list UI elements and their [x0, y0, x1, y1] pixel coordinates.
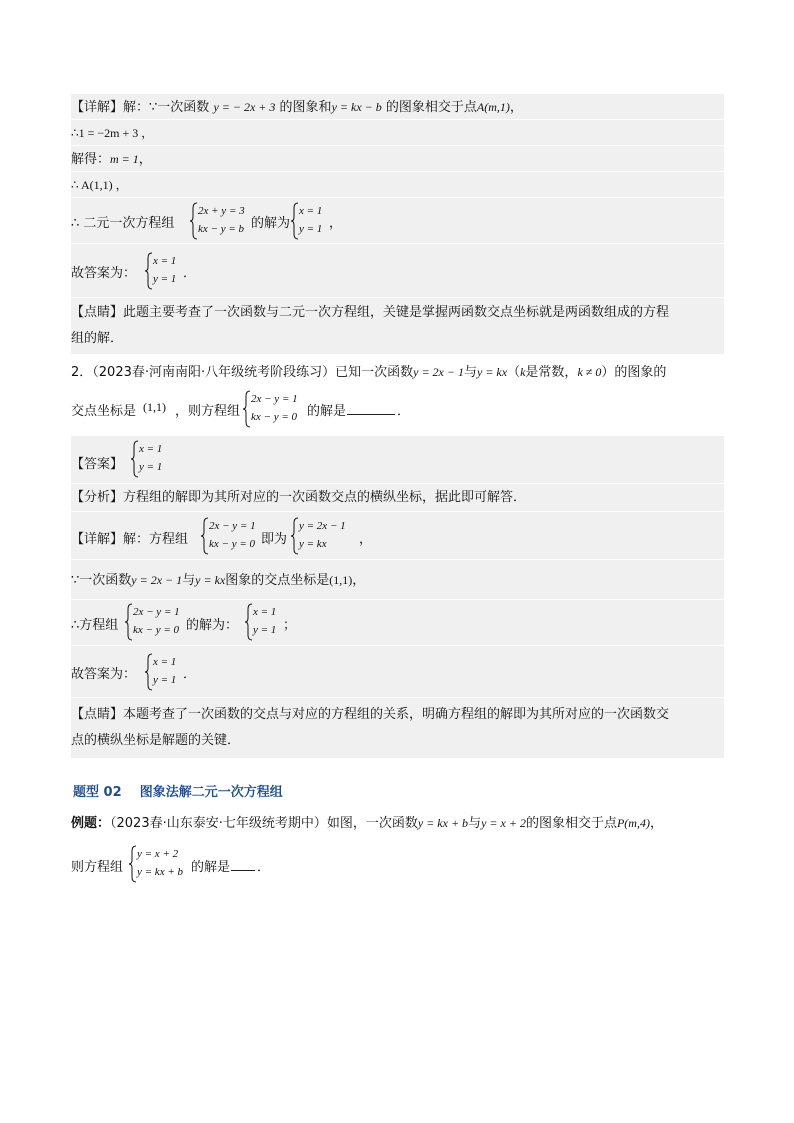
solution-system: x = 1 y = 1 — [291, 202, 322, 238]
solution-block-2 — [71, 436, 724, 758]
section-heading — [73, 782, 723, 804]
comment-paragraph: 【点睛】本题考查了一次函数的交点与对应的方程组的关系，明确方程组的解即为其所对应的一次函数交 点的横纵坐标是解题的关键． — [71, 707, 670, 748]
equation-system: y = x + 2 y = kx + b — [129, 845, 183, 881]
solution-line-4: ∴ A(1,1) ， — [71, 172, 724, 198]
answer-line — [71, 436, 724, 484]
section-title: 图象法解二元一次方程组 — [139, 785, 283, 800]
equation-system: y = 2x − 1 y = kx — [291, 517, 346, 553]
solution-line-2: ∴1 = −2m + 3 ， — [71, 120, 724, 146]
answer-system: x = 1 y = 1 — [131, 440, 162, 476]
solution-line-6: 故答案为： x = 1 y = 1 ． — [71, 244, 724, 298]
detail-line-4: 故答案为： x = 1 y = 1 ． — [71, 646, 724, 698]
question-2-line-2: 交点坐标是 (1,1) ，则方程组 2x − y = 1 kx − y = 0 的解是 ． — [71, 386, 724, 430]
solution-line-5: ∴ 二元一次方程组 2x + y = 3 kx − y = b 的解为 x = 1 y = 1 ， — [71, 198, 724, 244]
analysis-line: 【分析】方程组的解即为其所对应的一次函数交点的横纵坐标，据此即可解答． — [71, 484, 724, 512]
comment-paragraph: 【点睛】此题主要考查了一次函数与二元一次方程组，关键是掌握两函数交点坐标就是两函数组成的方程 组的解． — [71, 305, 670, 346]
equation-system: 2x − y = 1 kx − y = 0 — [201, 517, 256, 553]
solution-system: x = 1 y = 1 — [245, 603, 276, 639]
equation-system: 2x − y = 1 kx − y = 0 — [243, 390, 298, 426]
solution-block-1 — [71, 94, 724, 354]
equation-system: 2x − y = 1 kx − y = 0 — [125, 603, 180, 639]
section-number: 题型 02 — [73, 785, 122, 800]
solution-line-3: 解得：m = 1， — [71, 146, 724, 172]
question-2 — [71, 356, 724, 432]
example-label: 例题： — [71, 816, 111, 831]
answer-blank — [347, 400, 395, 415]
solution-line-1: 【详解】解：∵一次函数 y = − 2x + 3 的图象和y = kx − b 的图象相交于点A(m,1)， — [71, 94, 724, 120]
detail-line-1: 【详解】解：方程组 2x − y = 1 kx − y = 0 即为 y = 2x − 1 y = kx ， — [71, 512, 724, 560]
answer-blank — [231, 856, 255, 871]
example-line-2: 则方程组 y = x + 2 y = kx + b 的解是 ． — [71, 840, 724, 884]
equation: y = kx − b — [331, 100, 382, 114]
example-line-1: 例题：（2023春·山东泰安·七年级统考期中）如图，一次函数y = kx + b与y = x + 2的图象相交于点P(m,4)， — [71, 816, 663, 831]
equation: y = − 2x + 3 — [213, 100, 276, 114]
equation-system: 2x + y = 3 kx − y = b — [190, 202, 245, 238]
detail-line-2: ∵一次函数y = 2x − 1与y = kx图象的交点坐标是(1,1)， — [71, 560, 724, 600]
example-question — [71, 810, 724, 886]
detail-line-3: ∴方程组 2x − y = 1 kx − y = 0 的解为： x = 1 y = 1 ； — [71, 600, 724, 646]
answer-system: x = 1 y = 1 — [145, 653, 176, 689]
answer-system: x = 1 y = 1 — [145, 252, 176, 288]
detail-label: 【详解】解： — [71, 100, 150, 115]
point: A(m,1) — [476, 100, 510, 114]
question-2-line-1: 2．（2023春·河南南阳·八年级统考阶段练习）已知一次函数y = 2x − 1与y = kx（k是常数，k ≠ 0）的图象的 — [71, 365, 667, 380]
answer-label: 【答案】 — [71, 457, 124, 472]
